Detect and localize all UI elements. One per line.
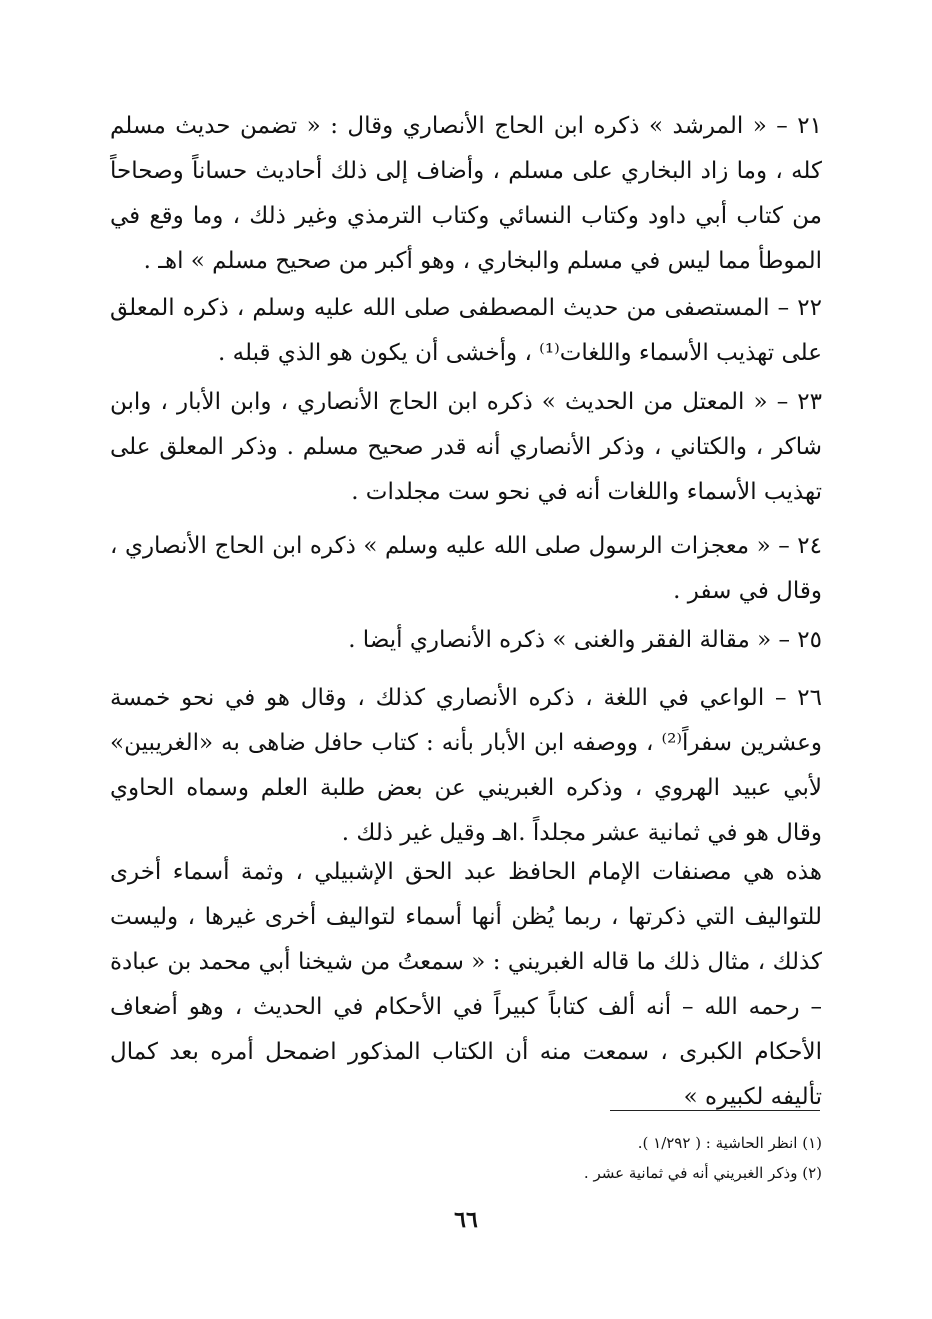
paragraph-21: ٢١ – « المرشد » ذكره ابن الحاج الأنصاري وقال : « تضمن حديث مسلم كله ، وما زاد البخاري على مسلم ، وأضاف إلى ذلك أحاديث حساناً وصحاحاً من كتاب أبي داود وكتاب النسائي وكتاب الترمذي وغير ذلك ، وما وقع في الموطأ مما ليس في مسلم والبخاري ، وهو أكبر من صحيح مسلم » اهـ .: [110, 113, 822, 274]
footnote-1: (١) انظر الحاشية : ( ١/٢٩٢ ).: [637, 1134, 822, 1152]
paragraph-23: ٢٣ – « المعتل من الحديث » ذكره ابن الحاج الأنصاري ، وابن الأبار ، وابن شاكر ، والكتاني ، وذكر الأنصاري أنه قدر صحيح مسلم . وذكر المعلق على تهذيب الأسماء واللغات أنه في نحو ست مجلدات .: [110, 389, 822, 505]
paragraph-22: ٢٢ – المستصفى من حديث المصطفى صلى الله عليه وسلم ، ذكره المعلق على تهذيب الأسماء واللغات⁽¹⁾ ، وأخشى أن يكون هو الذي قبله .: [110, 295, 822, 366]
paragraph-25: ٢٥ – « مقالة الفقر والغنى » ذكره الأنصاري أيضا .: [348, 627, 822, 653]
main-text: [110, 104, 822, 284]
page-number: ٦٦: [454, 1207, 478, 1233]
paragraph-26: ٢٦ – الواعي في اللغة ، ذكره الأنصاري كذلك ، وقال هو في نحو خمسة وعشرين سفراً⁽²⁾ ، ووصفه ابن الأبار بأنه : كتاب حافل ضاهى به «الغريبين» لأبي عبيد الهروي ، وذكره الغبريني عن بعض طلبة العلم وسماه الحاوي وقال هو في ثمانية عشر مجلداً .اهـ وقيل غير ذلك .: [110, 685, 822, 846]
main-text-25: [110, 618, 822, 663]
footnotes: [110, 1128, 822, 1188]
main-text-22: [110, 286, 822, 376]
main-text-closing: [110, 850, 822, 1120]
paragraph-closing: هذه هي مصنفات الإمام الحافظ عبد الحق الإشبيلي ، وثمة أسماء أخرى للتواليف التي ذكرتها ، ربما يُظن أنها أسماء لتواليف أخرى غيرها ، وليست كذلك ، مثال ذلك ما قاله الغبريني : « سمعتُ من شيخنا أبي محمد بن عبادة – رحمه الله – أنه ألف كتاباً كبيراً في الأحكام في الحديث ، وهو أضعاف الأحكام الكبرى ، سمعت منه أن الكتاب المذكور اضمحل أمره بعد كمال تأليفه لكبيره »: [110, 859, 822, 1110]
main-text-24: [110, 524, 822, 614]
main-text-23: [110, 380, 822, 515]
main-text-26: [110, 676, 822, 856]
footnote-2: (٢) وذكر الغبريني أنه في ثمانية عشر .: [583, 1164, 822, 1182]
paragraph-24: ٢٤ – « معجزات الرسول صلى الله عليه وسلم » ذكره ابن الحاج الأنصاري ، وقال في سفر .: [110, 533, 822, 604]
footnote-separator: [610, 1110, 820, 1111]
